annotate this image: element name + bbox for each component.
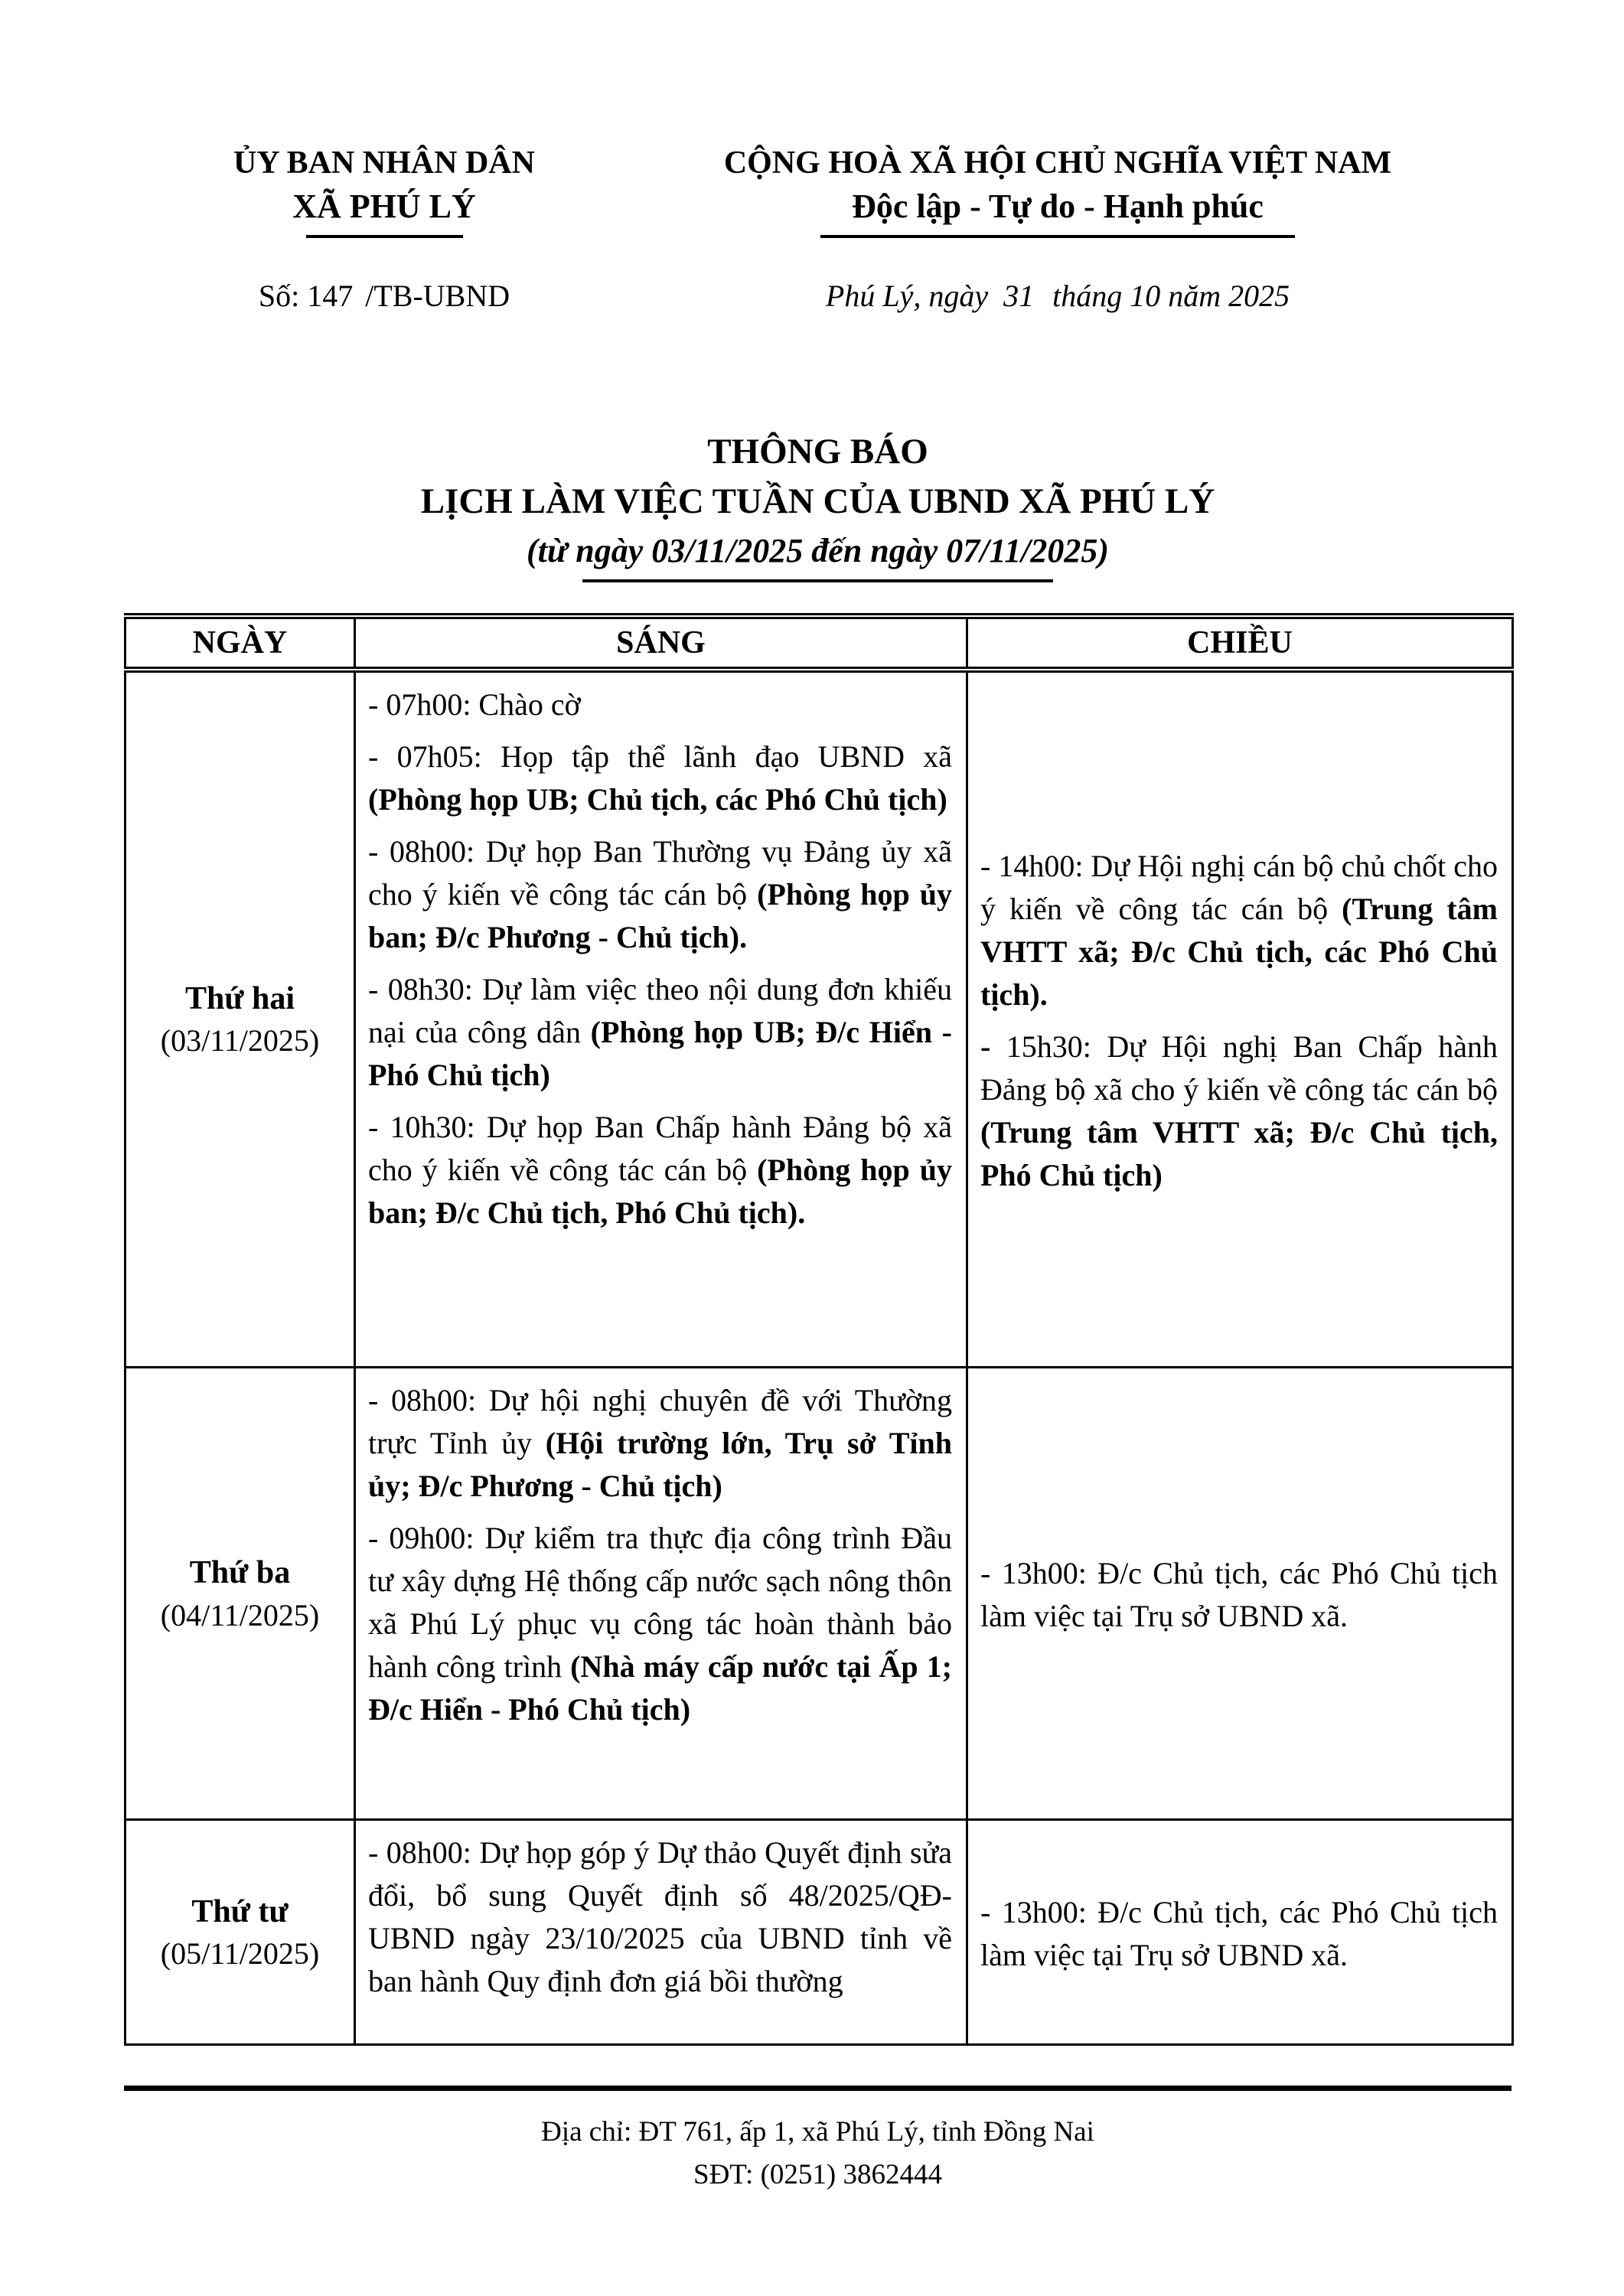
national-name: CỘNG HOÀ XÃ HỘI CHỦ NGHĨA VIỆT NAM bbox=[723, 145, 1392, 181]
org-name-line2: XÃ PHÚ LÝ bbox=[292, 187, 476, 225]
table-row bbox=[126, 1820, 1513, 2045]
schedule-item: - 09h00: Dự kiểm tra thực địa công trình Đầu tư xây dựng Hệ thống cấp nước sạch nông thôn xã Phú Lý phục vụ công tác hoàn thành bảo hành công trình (Nhà máy cấp nước tại Ấp 1; Đ/c Hiển - Phó Chủ tịch) bbox=[368, 1521, 953, 1727]
national-motto-block bbox=[713, 142, 1402, 314]
schedule-item: - 07h00: Chào cờ bbox=[368, 687, 581, 722]
day-date: (04/11/2025) bbox=[160, 1597, 320, 1632]
morning-cell bbox=[355, 1820, 967, 2045]
document-title-block bbox=[124, 429, 1511, 582]
schedule-item: - 10h30: Dự họp Ban Chấp hành Đảng bộ xã cho ý kiến về công tác cán bộ (Phòng họp ủy ban; Đ/c Chủ tịch, Phó Chủ tịch). bbox=[368, 1109, 952, 1230]
document-subject-title: LỊCH LÀM VIỆC TUẦN CỦA UBND XÃ PHÚ LÝ bbox=[420, 481, 1215, 521]
schedule-table-header bbox=[126, 616, 1513, 670]
document-number-label: Số: bbox=[258, 278, 300, 313]
schedule-item: - 07h05: Họp tập thể lãnh đạo UBND xã (Phòng họp UB; Chủ tịch, các Phó Chủ tịch) bbox=[368, 739, 952, 817]
afternoon-cell bbox=[967, 670, 1513, 1368]
footer-divider bbox=[124, 2086, 1511, 2091]
schedule-item: - 08h00: Dự hội nghị chuyên đề với Thường trực Tỉnh ủy (Hội trường lớn, Trụ sở Tỉnh ủy; Đ/c Phương - Chủ tịch) bbox=[368, 1383, 952, 1504]
column-header-afternoon: CHIỀU bbox=[967, 616, 1513, 670]
header-row bbox=[126, 616, 1513, 670]
document-date-range: (từ ngày 03/11/2025 đến ngày 07/11/2025) bbox=[527, 531, 1109, 569]
date-suffix: tháng 10 năm 2025 bbox=[1052, 278, 1290, 313]
schedule-item: - 08h00: Dự họp góp ý Dự thảo Quyết định sửa đổi, bổ sung Quyết định số 48/2025/QĐ-UBND ngày 23/10/2025 của UBND tỉnh về ban hành Quy định đơn giá bồi thường bbox=[368, 1835, 952, 1999]
document-number-suffix: /TB-UBND bbox=[365, 278, 510, 313]
title-underline bbox=[582, 579, 1053, 582]
afternoon-cell bbox=[967, 1368, 1513, 1820]
day-name: Thứ hai bbox=[184, 980, 295, 1016]
day-date: (05/11/2025) bbox=[160, 1936, 320, 1971]
national-motto: Độc lập - Tự do - Hạnh phúc bbox=[852, 187, 1264, 225]
table-row bbox=[126, 1368, 1513, 1820]
date-day: 31 bbox=[1003, 278, 1035, 313]
schedule-item: - 15h30: Dự Hội nghị Ban Chấp hành Đảng bộ xã cho ý kiến về công tác cán bộ (Trung tâm VHTT xã; Đ/c Chủ tịch, Phó Chủ tịch) bbox=[980, 1029, 1498, 1193]
column-header-day: NGÀY bbox=[126, 616, 355, 670]
schedule-table bbox=[124, 613, 1514, 2047]
schedule-item: - 13h00: Đ/c Chủ tịch, các Phó Chủ tịch làm việc tại Trụ sở UBND xã. bbox=[980, 1894, 1498, 1972]
day-cell bbox=[126, 1820, 355, 2045]
morning-cell bbox=[355, 1368, 967, 1820]
schedule-item: - 08h30: Dự làm việc theo nội dung đơn khiếu nại của công dân (Phòng họp UB; Đ/c Hiển - Phó Chủ tịch) bbox=[368, 971, 952, 1092]
schedule-item: - 13h00: Đ/c Chủ tịch, các Phó Chủ tịch làm việc tại Trụ sở UBND xã. bbox=[980, 1556, 1498, 1634]
footer-phone: SĐT: (0251) 3862444 bbox=[693, 2158, 942, 2190]
schedule-item: - 14h00: Dự Hội nghị cán bộ chủ chốt cho ý kiến về công tác cán bộ (Trung tâm VHTT xã; Đ/c Chủ tịch, các Phó Chủ tịch). bbox=[980, 849, 1498, 1013]
morning-cell bbox=[355, 670, 967, 1368]
day-name: Thứ ba bbox=[189, 1555, 291, 1591]
column-header-morning: SÁNG bbox=[355, 616, 967, 670]
document-type-title: THÔNG BÁO bbox=[707, 431, 928, 471]
document-number-value: 147 bbox=[307, 278, 354, 313]
document-footer bbox=[124, 2111, 1511, 2196]
schedule-table-body bbox=[126, 670, 1513, 2045]
issuing-org-block bbox=[166, 142, 602, 314]
place-date-line bbox=[713, 278, 1402, 314]
day-date: (03/11/2025) bbox=[160, 1023, 320, 1058]
motto-underline bbox=[820, 235, 1295, 238]
document-header bbox=[124, 142, 1511, 314]
afternoon-cell bbox=[967, 1820, 1513, 2045]
table-row bbox=[126, 670, 1513, 1368]
footer-address: Địa chỉ: ĐT 761, ấp 1, xã Phú Lý, tỉnh Đồng Nai bbox=[541, 2116, 1094, 2148]
day-cell bbox=[126, 1368, 355, 1820]
date-prefix: Phú Lý, ngày bbox=[825, 278, 989, 313]
document-number-line bbox=[166, 278, 602, 314]
org-name-line1: ỦY BAN NHÂN DÂN bbox=[233, 145, 535, 181]
schedule-item: - 08h00: Dự họp Ban Thường vụ Đảng ủy xã cho ý kiến về công tác cán bộ (Phòng họp ủy ban; Đ/c Phương - Chủ tịch). bbox=[368, 833, 952, 954]
day-cell bbox=[126, 670, 355, 1368]
org-underline bbox=[306, 235, 463, 238]
day-name: Thứ tư bbox=[191, 1893, 289, 1929]
